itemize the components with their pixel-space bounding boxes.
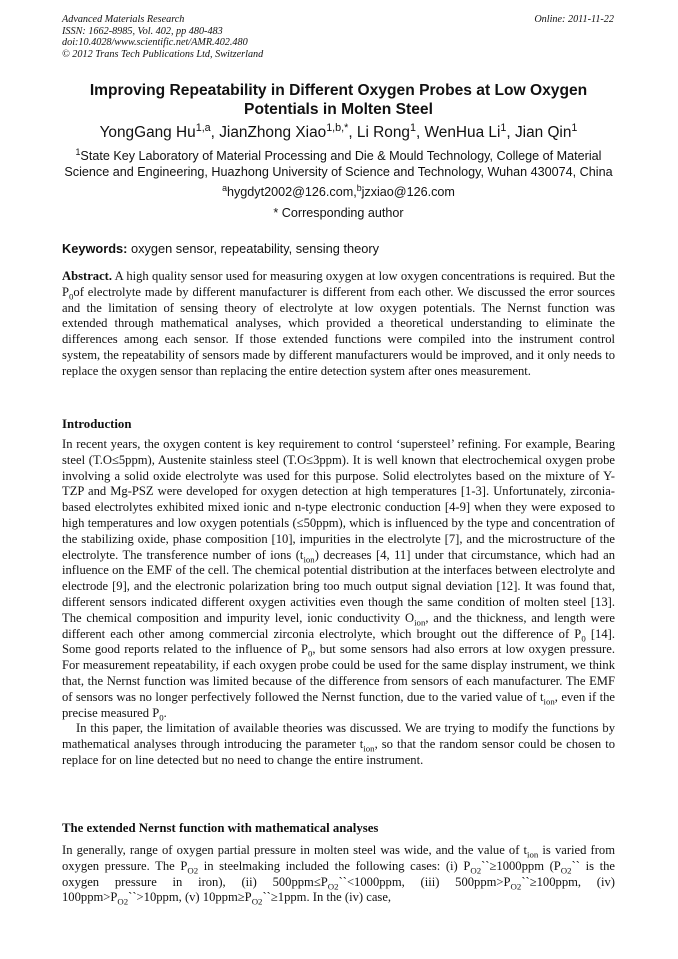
keywords-text: oxygen sensor, repeatability, sensing theory [130,241,380,256]
author-affil-sup: 1 [500,121,507,134]
affiliation-text: State Key Laboratory of Material Processing and Die & Mould Technology, College of Material Science and Engineering, Huazhong University of Science and Technology, Wuhan 430074, China [64,149,613,179]
text-run: ``>10ppm, (v) 10ppm≥P [128,890,252,905]
issn-line: ISSN: 1662-8985, Vol. 402, pp 480-483 [62,25,223,37]
text-run: , even if the precise measured P [62,689,616,720]
author-name: YongGang Hu [99,124,196,141]
paragraph [62,843,615,906]
subscript: O2 [187,865,199,876]
text-run: [14]. Some good reports related to the influence of P [62,626,615,657]
subscript: ion [414,617,426,628]
text-run: In recent years, the oxygen content is key requirement to control ‘supersteel’ refining. For example, Bearing steel (T.O≤5ppm), Austenite stainless steel (T.O≤3ppm). It is well known that electrochemical oxygen probe involving a solid oxide electrolyte was used for this purpose. Solid electrolytes based on the mixture of Y-TZP and Mg-PSZ were developed for oxygen detection at high temperatures [1-3]. Unfortunately, zirconia-based electrolytes exhibited mixed ionic and n-type electronic conduction [4-9] when they were exposed to high temperatures and low oxygen potentials (≤50ppm), which is influenced by the type and concentration of the stabilizing oxide, phase composition [10], impurities in the electrolyte [7], and the microstructure of the electrolyte. The transference number of ions (t [62,437,615,562]
email-sup: a [222,182,227,193]
text-run: , so that the random sensor could be chosen to replace for on line detected but no need to change the entire instrument. [62,737,615,767]
subscript: O2 [470,865,482,876]
doi-line: doi:10.4028/www.scientific.net/AMR.402.480 [62,37,248,49]
copyright-line: © 2012 Trans Tech Publications Ltd, Switzerland [62,48,264,60]
subscript: O2 [327,881,339,892]
author-sep: , [415,124,425,141]
text-run: In generally, range of oxygen partial pressure in molten steel was wide, and the value of t [62,843,528,857]
affiliation [62,148,615,180]
text-run: in steelmaking included the following cases: (i) P [198,858,471,873]
subscript: 0 [307,648,313,659]
email-b[interactable]: jzxiao@126.com [361,185,455,199]
paragraph [62,721,615,768]
subscript: ion [543,696,555,707]
subscript: O2 [117,896,129,907]
author-sep: , [348,124,357,141]
keywords [62,241,615,256]
paragraph [62,437,615,721]
abstract-text: A high quality sensor used for measuring oxygen at low oxygen concentrations is required. But the P [62,269,615,299]
subscript: ion [303,554,315,565]
email-a[interactable]: hygdyt2002@126.com, [226,185,357,199]
text-run: is varied from oxygen pressure. The P [62,843,615,873]
text-run: ``≥100ppm, (iv) 100ppm>P [62,874,615,905]
subscript: O2 [560,865,572,876]
author-affil-sup: 1 [409,121,416,134]
text-run: . [163,705,167,720]
subscript: 0 [69,291,74,302]
abstract-text: of electrolyte made by different manufacturer is different from each other. We discussed the error sources and the limitation of sensing theory of electrolyte at low oxygen potentials. The Nernst function was extended through mathematical analyses, which provided a theoretical understanding to eliminate the differences among each sensor. If those extended functions were compiled into the instrument control system, the repeatability of sensors made by different manufacturers would be improved, and it only needs to replace the oxygen sensor than replacing the entire detection system after ones measurement. [62,284,615,378]
author-list [62,121,615,142]
author-name: Li Rong [356,124,410,141]
author-name: Jian Qin [514,124,572,141]
online-date: Online: 2011-11-22 [534,14,614,25]
keywords-label: Keywords: [62,241,128,256]
author-name: JianZhong Xiao [219,124,327,141]
author-emails [62,182,615,199]
author-sep: , [210,124,220,141]
email-sup: b [356,182,362,193]
abstract [62,269,615,380]
subscript: O2 [510,881,522,892]
text-run: ``<1000ppm, (iii) 500ppm>P [338,874,511,889]
author-affil-sup: 1 [571,121,578,134]
introduction-body [62,437,615,769]
text-run: ``≥1ppm. In the (iv) case, [262,890,392,905]
subscript: ion [363,743,375,754]
section-heading: The extended Nernst function with mathematical analyses [62,821,379,835]
author-affil-sup: 1,b,* [326,121,349,134]
subscript: O2 [251,896,263,907]
journal-name: Advanced Materials Research [62,14,185,25]
author-sep: , [506,124,515,141]
introduction-heading: Introduction [62,417,132,431]
author-affil-sup: 1,a [195,121,211,134]
subscript: 0 [159,712,164,723]
abstract-label: Abstract. [62,269,113,283]
journal-header [62,14,263,60]
corresponding-author-note: * Corresponding author [273,206,404,220]
subscript: 0 [581,633,586,644]
section-body [62,843,615,906]
author-name: WenHua Li [424,124,501,141]
affiliation-sup: 1 [75,146,81,157]
text-run: In this paper, the limitation of available theories was discussed. We are trying to modify the functions by mathematical analyses through introducing the parameter t [62,721,615,752]
text-run: `` is the oxygen pressure in iron), (ii) 500ppm≤P [62,858,615,889]
subscript: ion [527,849,539,860]
paper-title: Improving Repeatability in Different Oxygen Probes at Low Oxygen Potentials in Molten Steel [89,82,588,118]
text-run: ) decreases [4, 11] under that circumstance, which had an influence on the EMF of the cell. The chemical potential distribution at the interfaces between electrolyte and electrode [9], and the electronic polarization bring too much output signal deviation [12]. It was found that, different sensors indicated different oxygen activities even though the same condition of molten steel [13]. The chemical composition and impurity level, ionic conductivity O [62,547,615,625]
text-run: , and the thickness, and length were different each other among commercial zirconia electrolyte, which brought out the difference of P [62,610,615,641]
text-run: ``≥1000ppm (P [481,858,561,873]
text-run: , but some sensors had also errors at low oxygen pressure. For measurement repeatability, if each oxygen probe could be used for the same display instrument, we think that, the Nernst function was limited because of the difference from sensors of each manufacturer. The EMF of sensors was no longer perfectively followed the Nernst function, due to the varied value of t [62,642,615,704]
